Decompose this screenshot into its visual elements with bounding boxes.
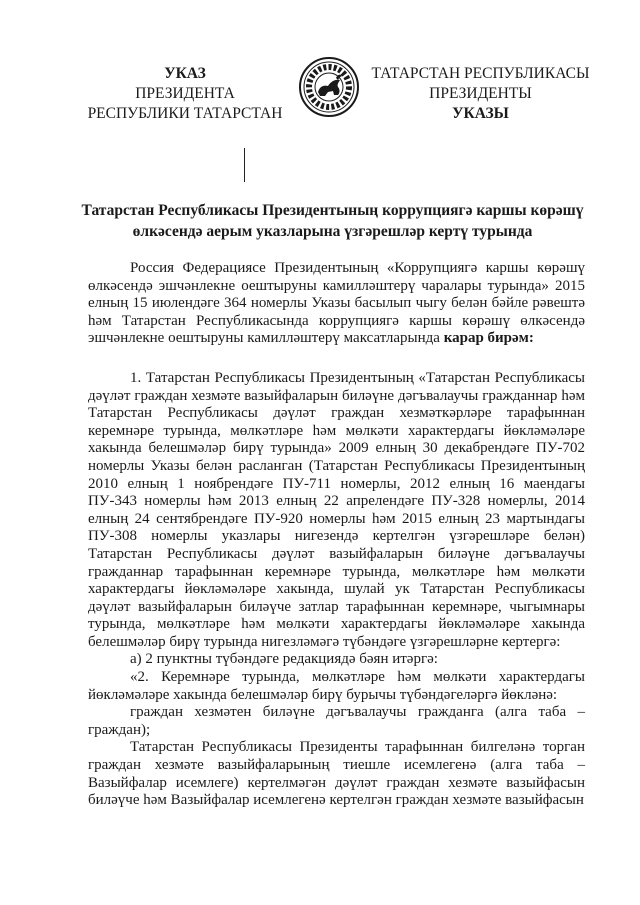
header-right-line-2: ПРЕЗИДЕНТЫ	[429, 85, 532, 102]
header-left-line-1: УКАЗ	[164, 65, 206, 82]
header-right-block	[358, 64, 603, 124]
document-body	[88, 260, 585, 810]
title-line-2: өлкәсендә аерым указларына үзгәрешләр кертү турында	[132, 223, 533, 240]
header-left-block	[70, 64, 300, 124]
paragraph-3: «2. Керемнәре турында, мөлкәтләре һәм мөлкәти характердагы йөкләмәләре хакында белешмәләр бирү бурычы түбәндәгеләргә йөкләнә:	[88, 669, 585, 703]
preamble-paragraph	[88, 260, 585, 348]
preamble-text: Россия Федерациясе Президентының «Коррупциягә каршы көрәшү өлкәсендә эшчәнлекне оештыруны камилләштерү чаралары турында» 2015 елның 15 июлендәге 364 номерлы Указы басылып чыгу белән бәйле рәвештә һәм Татарстан Республикасында коррупциягә каршы көрәшү өлкәсендә эшчәнлекне оештыруны камилләштерү максатларында	[88, 260, 585, 347]
header-left-line-2: ПРЕЗИДЕНТА	[135, 85, 235, 102]
paragraph-1: 1. Татарстан Республикасы Президентының «Татарстан Республикасы дәүләт граждан хезмәте вазыйфаларын биләүне дәгъвалаучы гражданнар һәм Татарстан Республикасы дәүләт граждан хезмәткәрләре тарафыннан керемнәре турында, мөлкәтләре һәм мөлкәти характердагы йөкләмәләре хакында белешмәләр бирү турында» 2009 елның 30 декабрендәге ПУ-702 номерлы Указы белән расланган (Татарстан Республикасы Президентының 2010 елның 1 ноябрендәге ПУ-711 номерлы, 2012 елның 16 маендагы ПУ-343 номерлы һәм 2013 елның 22 апрелендәге ПУ-328 номерлы, 2014 елның 24 сентябрендәге ПУ-920 номерлы һәм 2015 елның 23 мартындагы ПУ-308 номерлы указлары нигезендә кертелгән үзгәрешләре белән) Татарстан Республикасы дәүләт вазыйфаларын биләүне дәгъвалаучы гражданнар тарафыннан керемнәре турында, мөлкәтләре һәм мөлкәти характердагы йөкләмәләре хакында, шулай ук Татарстан Республикасы дәүләт вазыйфаларын биләүче затлар тарафыннан керемнәре, чыгымнары турында, мөлкәтләре һәм мөлкәти характердагы йөкләмәләре хакында белешмәләр бирү турында нигезләмәгә түбәндәге үзгәрешләрне кертергә:	[88, 369, 585, 650]
paragraph-5: Татарстан Республикасы Президенты тарафыннан билгеләнә торган граждан хезмәте вазыйфаларының тиешле исемлегенә (алга таба – Вазыйфалар исемлеге) кертелмәгән дәүләт граждан хезмәте вазыйфасын биләүче һәм Вазыйфалар исемлегенә кертелгән граждан хезмәте вазыйфасын	[88, 739, 585, 809]
paragraph-4: граждан хезмәтен биләүне дәгъвалаучы гражданга (алга таба – граждан);	[88, 704, 585, 738]
coat-of-arms-emblem	[298, 56, 360, 118]
title-line-1: Татарстан Республикасы Президентының коррупциягә каршы көрәшү	[81, 202, 584, 219]
preamble-decree-phrase: карар бирәм:	[443, 330, 534, 347]
header-left-line-3: РЕСПУБЛИКИ ТАТАРСТАН	[87, 105, 283, 122]
document-title	[80, 200, 585, 242]
header-right-line-1: ТАТАРСТАН РЕСПУБЛИКАСЫ	[371, 65, 590, 82]
margin-mark-line	[244, 148, 245, 182]
header-right-line-3: УКАЗЫ	[452, 105, 509, 122]
paragraph-2: а) 2 пунктны түбәндәге редакциядә бәян итәргә:	[130, 651, 438, 668]
